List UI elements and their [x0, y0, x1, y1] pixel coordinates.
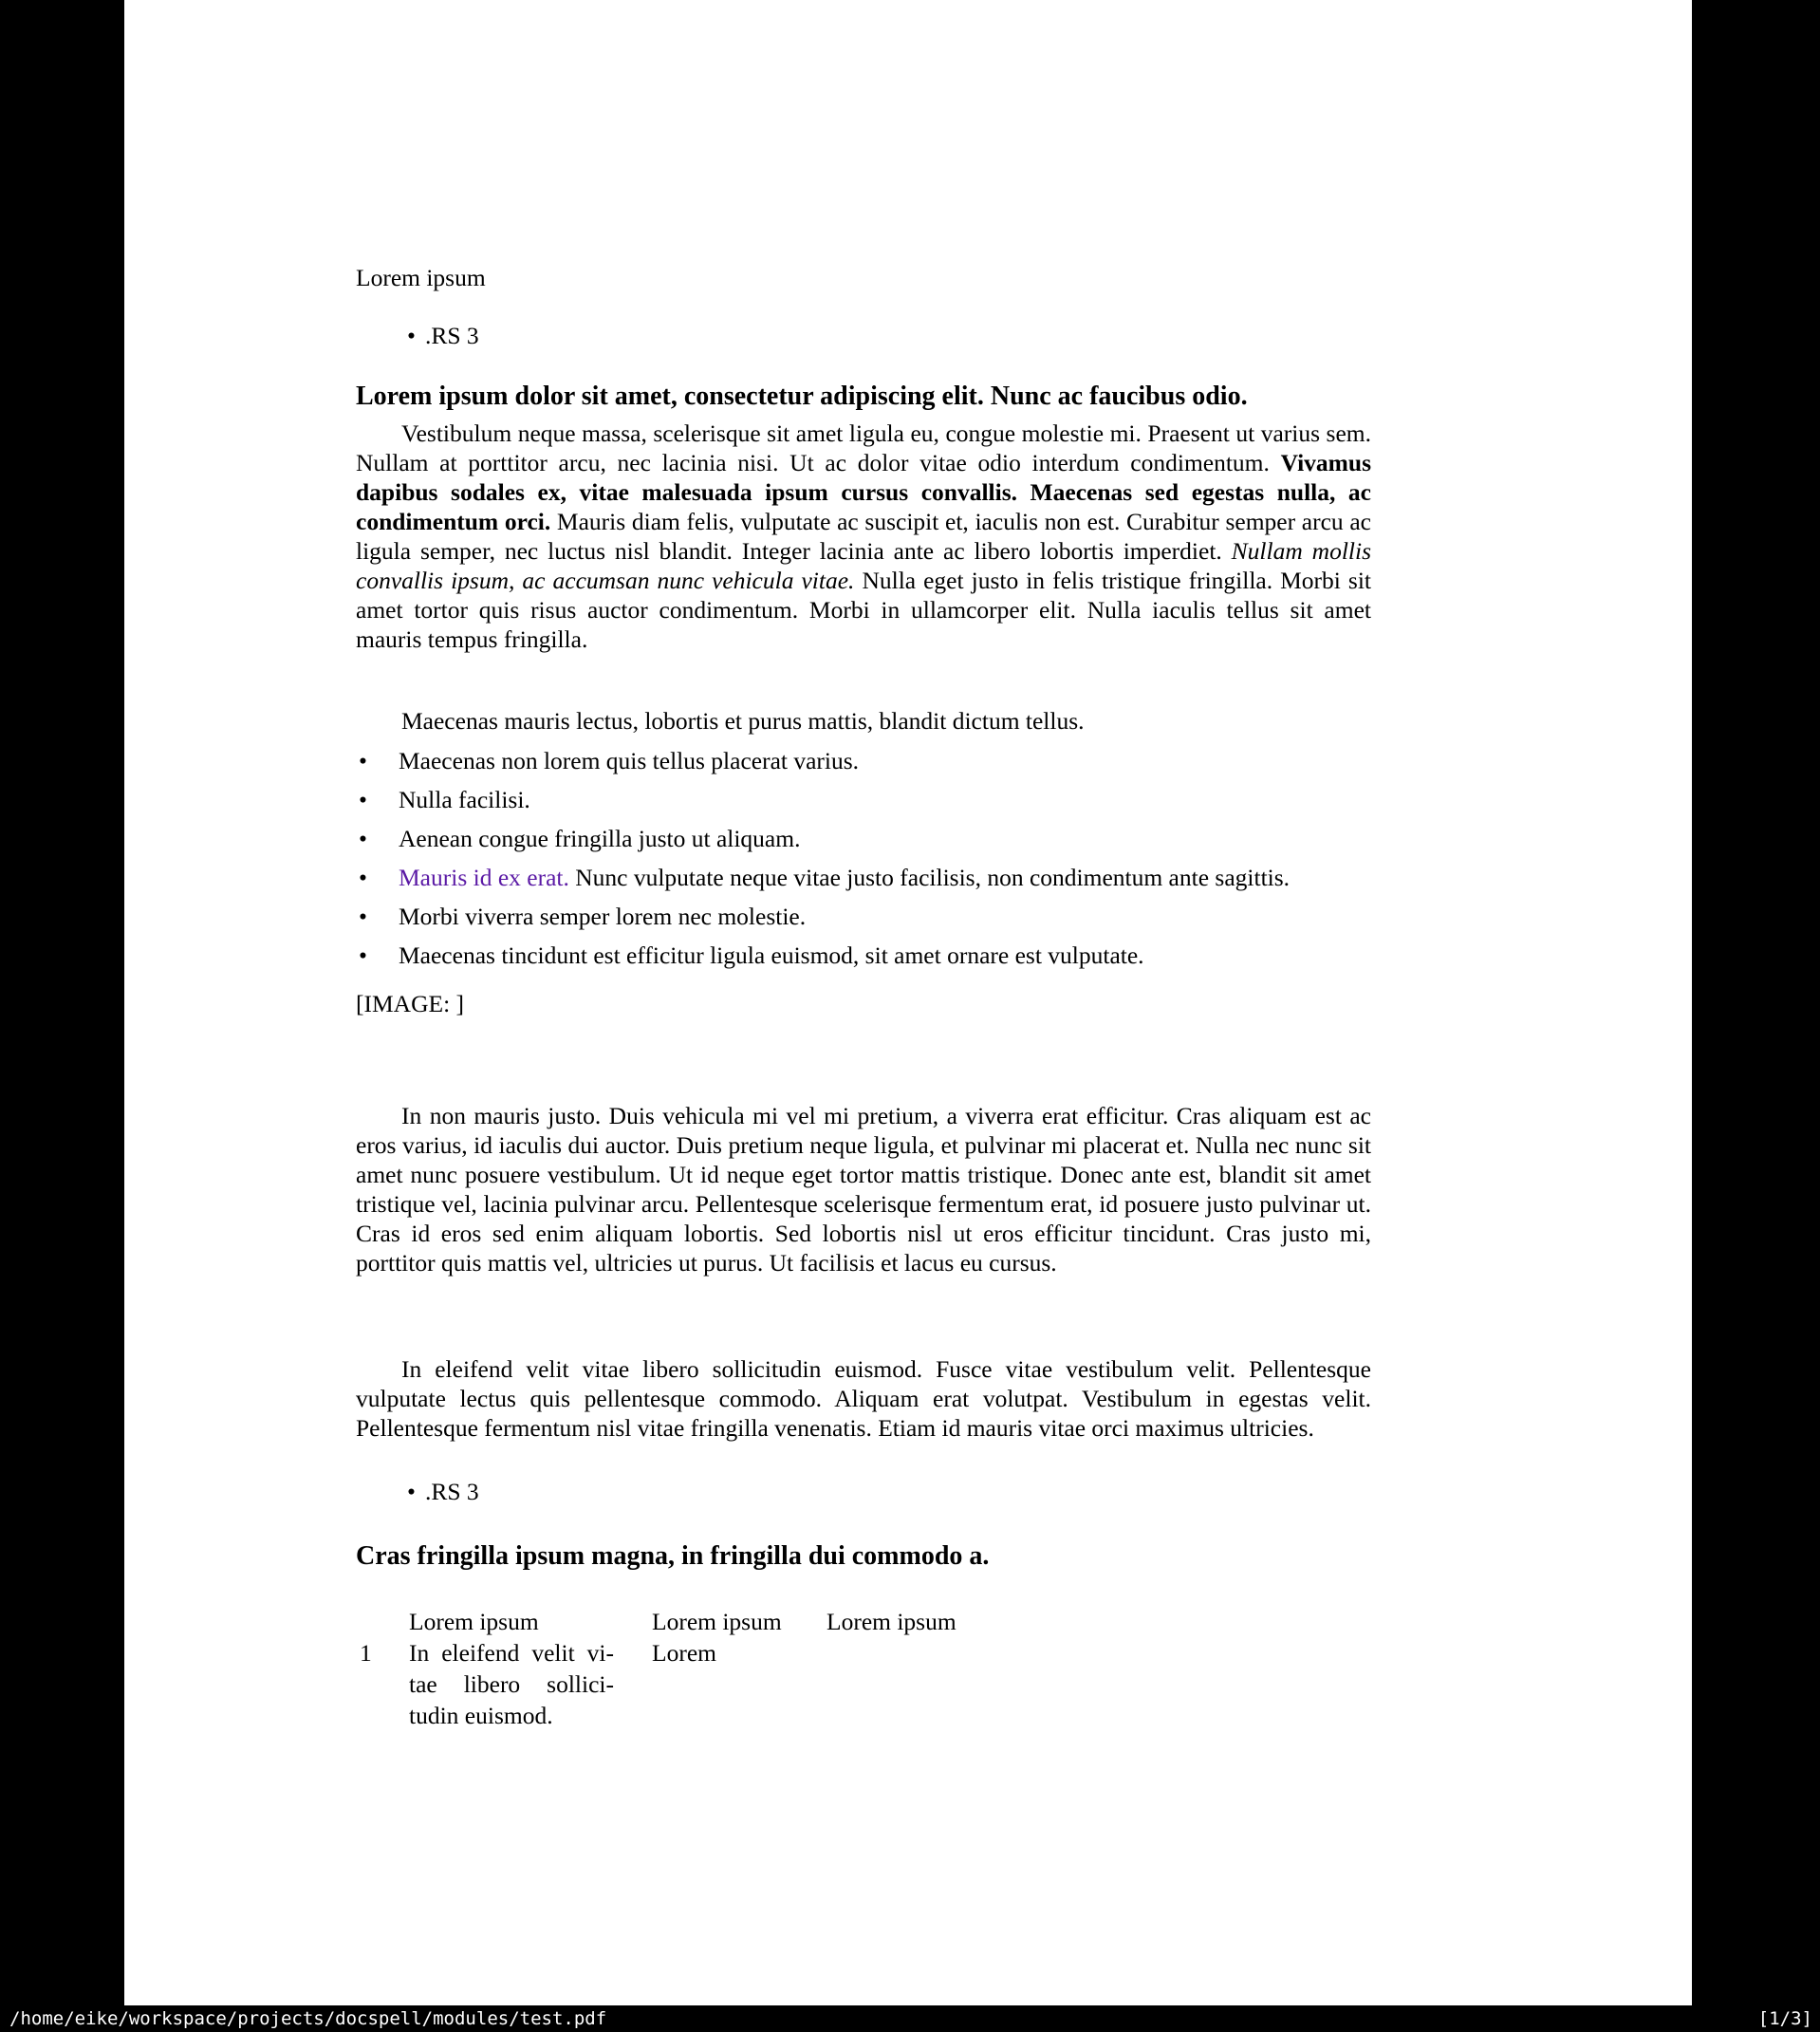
document-page[interactable] — [124, 0, 1692, 2005]
table-cell-line: In eleifend velit vi- — [409, 1639, 614, 1667]
list-item — [356, 863, 1371, 892]
list-item — [356, 746, 1371, 775]
paragraph-1 — [356, 419, 1371, 654]
statusbar-page-indicator: [1/3] — [1757, 2008, 1812, 2029]
text-run: Maecenas tincidunt est efficitur ligula euismod, sit amet ornare est vulputate. — [399, 941, 1144, 969]
paragraph-3: In eleifend velit vitae libero sollicitudin euismod. Fusce vitae vestibulum velit. Pellentesque vulputate lectus quis pellentesque commodo. Aliquam erat volutpat. Vestibulum in egestas velit. Pellentesque fermentum nisl vitae fringilla venenatis. Etiam id mauris vitae orci maximus ultricies. — [356, 1355, 1371, 1442]
table-header: Lorem ipsum — [409, 1608, 539, 1635]
text-run: Morbi viverra semper lorem nec molestie. — [399, 903, 807, 930]
paragraph-2: In non mauris justo. Duis vehicula mi vel mi pretium, a viverra erat efficitur. Cras aliquam est ac eros varius, id iaculis dui auctor. Duis pretium neque ligula, et pulvinar mi placerat et. Nulla nec nunc sit amet nunc posuere vestibulum. Ut id neque eget tortor mattis tristique. Donec ante est, blandit sit amet tristique vel, lacinia pulvinar arcu. Pellentesque scelerisque fermentum erat, id posuere justo pulvinar ut. Cras id eros sed enim aliquam lobortis. Sed lobortis nisl ut eros efficitur tincidunt. Cras justo mi, porttitor quis mattis vel, ultricies ut purus. Ut facilisis et lacus eu cursus. — [356, 1102, 1371, 1277]
table-cell-line: tae libero sollici- — [409, 1670, 614, 1698]
table-header: Lorem ipsum — [826, 1608, 956, 1635]
list-item — [356, 785, 1371, 814]
bullet-glyph: • — [407, 1478, 416, 1505]
table-header-spacer — [360, 1606, 409, 1637]
text-run: Nulla facilisi. — [399, 786, 530, 813]
text-run: Nunc vulputate neque vitae justo facilisis, non condimentum ante sagittis. — [568, 864, 1291, 891]
statusbar-filepath: /home/eike/workspace/projects/docspell/modules/test.pdf — [9, 2008, 607, 2029]
image-placeholder: [IMAGE: ] — [356, 990, 465, 1017]
section-heading-1: Lorem ipsum dolor sit amet, consectetur adipiscing elit. Nunc ac faucibus odio. — [356, 382, 1248, 411]
bullet-glyph: • — [359, 825, 367, 852]
bullet-glyph: • — [359, 941, 367, 969]
list-item-text — [399, 785, 1371, 814]
document-content — [356, 0, 1371, 2005]
rs-macro-item — [407, 1477, 479, 1506]
list-item-text — [399, 941, 1371, 970]
intro-label: Lorem ipsum — [356, 264, 486, 291]
data-table — [360, 1606, 1371, 1731]
text-run: Vestibulum neque massa, scelerisque sit amet ligula eu, congue molestie mi. Praesent ut varius sem. Nullam at porttitor arcu, nec lacinia nisi. Ut ac dolor vitae odio interdum condimentum. — [356, 419, 1371, 476]
statusbar — [0, 2005, 1820, 2032]
text-run: Vivamus dapibus sodales ex, vitae malesuada ipsum cursus convallis. Maecenas sed egestas nulla, ac condimentum orci. — [356, 449, 1371, 535]
bullet-glyph: • — [359, 864, 367, 891]
list-item — [356, 941, 1371, 970]
bullet-glyph: • — [359, 747, 367, 774]
text-run: Aenean congue fringilla justo ut aliquam. — [399, 825, 801, 852]
text-run: Maecenas non lorem quis tellus placerat varius. — [399, 747, 860, 774]
bullet-list — [356, 746, 1371, 979]
rs-macro-text: .RS 3 — [424, 322, 479, 349]
table-cell-line: tudin euismod. — [409, 1702, 553, 1729]
text-run: Nulla eget justo in felis tristique fringilla. Morbi sit amet tortor quis risus auctor condimentum. Morbi in ullamcorper elit. Nulla iaculis tellus sit amet mauris tempus fringilla. — [356, 567, 1372, 653]
table-cell: Lorem — [652, 1639, 716, 1667]
link-mauris-id-ex-erat[interactable]: Mauris id ex erat. — [399, 864, 569, 891]
list-item — [356, 824, 1371, 853]
table-cell — [409, 1637, 652, 1731]
list-item-text — [399, 746, 1371, 775]
list-item-text — [399, 863, 1371, 892]
bullet-glyph: • — [407, 322, 416, 349]
list-item — [356, 902, 1371, 931]
section-heading-2: Cras fringilla ipsum magna, in fringilla dui commodo a. — [356, 1541, 990, 1571]
list-item-text — [399, 824, 1371, 853]
table-cell — [826, 1637, 1371, 1731]
text-run: Nullam mollis convallis ipsum, ac accumsan nunc vehicula vitae. — [356, 537, 1371, 594]
bullet-glyph: • — [359, 903, 367, 930]
list-item-text — [399, 902, 1371, 931]
text-run: Mauris diam felis, vulputate ac suscipit et, iaculis non est. Curabitur semper arcu ac ligula semper, nec luctus nisl blandit. Integer lacinia ante ac libero lobortis imperdiet. — [356, 508, 1371, 565]
table-row-number: 1 — [360, 1639, 372, 1667]
rs-macro-item — [407, 321, 479, 350]
table-header: Lorem ipsum — [652, 1608, 782, 1635]
bullet-glyph: • — [359, 786, 367, 813]
rs-macro-text: .RS 3 — [424, 1478, 479, 1505]
paragraph-maecenas: Maecenas mauris lectus, lobortis et purus mattis, blandit dictum tellus. — [401, 707, 1085, 735]
